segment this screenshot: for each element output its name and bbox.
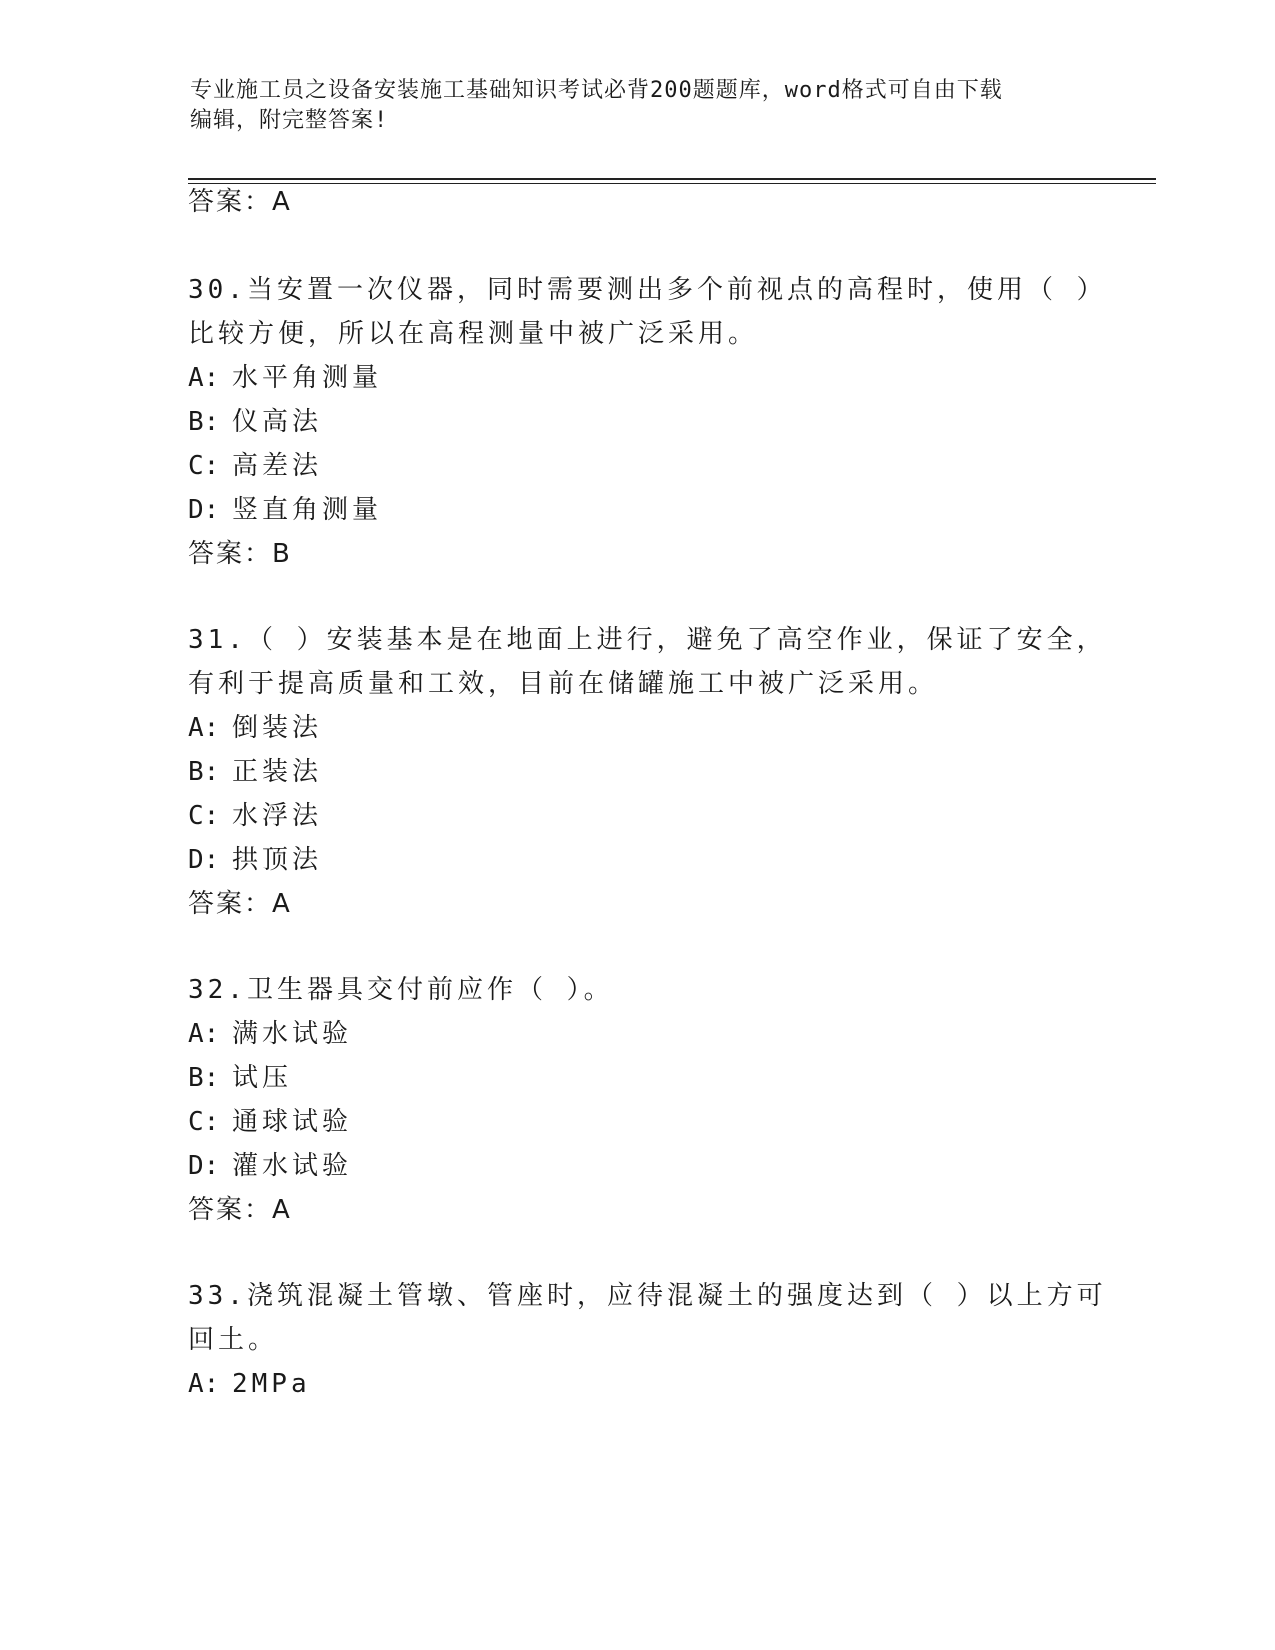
question-30-option-a — [188, 360, 382, 396]
question-30-option-b — [188, 404, 322, 440]
option-text: 满水试验 — [232, 1019, 353, 1049]
document-header — [190, 76, 1090, 136]
option-key: A: — [188, 1019, 220, 1049]
option-key: A: — [188, 363, 220, 393]
option-text: 通球试验 — [232, 1107, 353, 1137]
question-30-option-d — [188, 492, 382, 528]
option-key: D: — [188, 845, 220, 875]
question-31-option-a — [188, 710, 322, 746]
question-32-option-c — [188, 1104, 352, 1140]
question-30-option-c — [188, 448, 322, 484]
option-text: 水平角测量 — [232, 363, 383, 393]
question-31-option-d — [188, 842, 322, 878]
question-31-stem-line-1: 31.（ ）安装基本是在地面上进行，避免了高空作业，保证了安全， — [188, 625, 1107, 655]
option-key: C: — [188, 1107, 220, 1137]
option-key: B: — [188, 1063, 220, 1093]
question-33-stem-line-2: 回土。 — [188, 1325, 279, 1355]
question-30-answer: 答案：B — [188, 539, 292, 569]
previous-answer: 答案：A — [188, 187, 292, 217]
option-key: C: — [188, 451, 220, 481]
question-31-answer: 答案：A — [188, 889, 292, 919]
option-key: A: — [188, 1369, 220, 1399]
option-text: 倒装法 — [232, 713, 323, 743]
question-30-stem-line-2: 比较方便，所以在高程测量中被广泛采用。 — [188, 319, 759, 349]
option-text: 拱顶法 — [232, 845, 323, 875]
question-31-stem-line-2: 有利于提高质量和工效，目前在储罐施工中被广泛采用。 — [188, 669, 939, 699]
header-title-line-2: 编辑，附完整答案! — [190, 108, 389, 133]
option-text: 2MPa — [232, 1369, 311, 1399]
question-31-option-c — [188, 798, 322, 834]
header-divider-thin — [188, 183, 1156, 184]
question-32-option-b — [188, 1060, 292, 1096]
header-divider-thick — [188, 178, 1156, 180]
option-key: C: — [188, 801, 220, 831]
option-text: 仪高法 — [232, 407, 323, 437]
question-32-option-a — [188, 1016, 352, 1052]
option-key: A: — [188, 713, 220, 743]
option-text: 高差法 — [232, 451, 323, 481]
option-text: 水浮法 — [232, 801, 323, 831]
question-32-stem-line-1: 32.卫生器具交付前应作（ ）。 — [188, 975, 614, 1005]
option-text: 正装法 — [232, 757, 323, 787]
question-31-option-b — [188, 754, 322, 790]
question-32-answer: 答案：A — [188, 1195, 292, 1225]
question-33-option-a — [188, 1366, 311, 1402]
header-title-line-1: 专业施工员之设备安装施工基础知识考试必背200题题库，word格式可自由下载 — [190, 78, 1003, 103]
option-key: D: — [188, 495, 220, 525]
question-33-stem-line-1: 33.浇筑混凝土管墩、管座时，应待混凝土的强度达到（ ）以上方可 — [188, 1281, 1107, 1311]
question-32-option-d — [188, 1148, 352, 1184]
option-key: B: — [188, 757, 220, 787]
option-key: D: — [188, 1151, 220, 1181]
option-text: 灌水试验 — [232, 1151, 353, 1181]
option-key: B: — [188, 407, 220, 437]
option-text: 试压 — [232, 1063, 293, 1093]
option-text: 竖直角测量 — [232, 495, 383, 525]
question-30-stem-line-1: 30.当安置一次仪器，同时需要测出多个前视点的高程时，使用（ ） — [188, 275, 1107, 305]
